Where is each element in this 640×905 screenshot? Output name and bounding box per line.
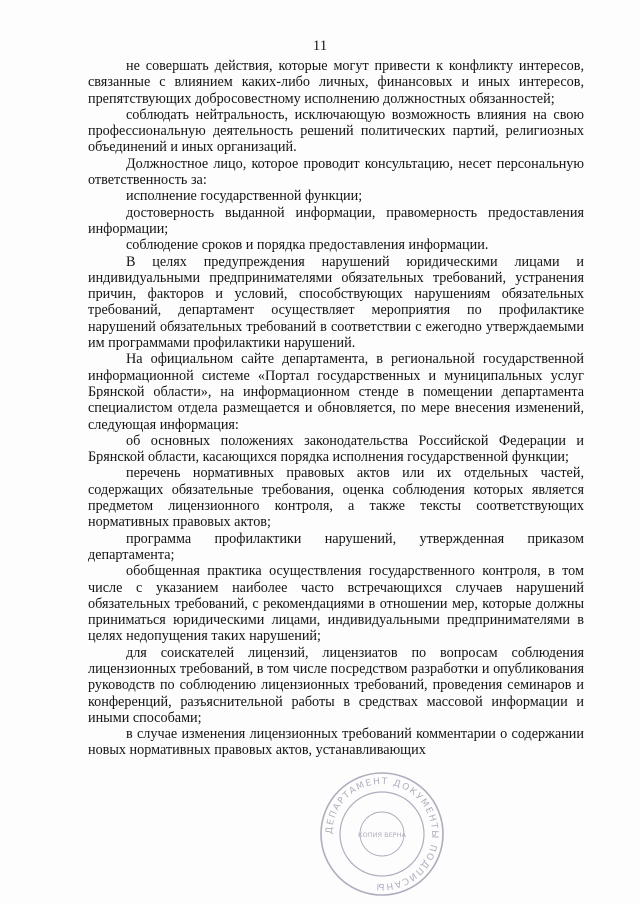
paragraph: исполнение государственной функции; (126, 188, 363, 205)
paragraph: перечень нормативных правовых актов или их отдельных частей, содержащих обязательные требования, оценка соблюдения которых является предметом лицензионного контроля, а также тексты соответствующих нормативных правовых актов; (88, 465, 584, 531)
paragraph: в случае изменения лицензионных требований комментарии о содержании новых нормативных правовых актов, устанавливающих (88, 726, 584, 759)
paragraph: не совершать действия, которые могут привести к конфликту интересов, связанные с влиянием каких-либо личных, финансовых и иных интересов, препятствующих добросовестному исполнению должностных обязанностей; (88, 58, 584, 107)
paragraph: соблюдать нейтральность, исключающую возможность влияния на свою профессиональную деятельность решений политических партий, религиозных объединений и иных организаций. (88, 106, 584, 156)
paragraph: Должностное лицо, которое проводит консультацию, несет персональную ответственность за: (88, 155, 584, 189)
document-body (88, 58, 584, 759)
paragraph: На официальном сайте департамента, в региональной государственной информационной системе «Портал государственных и муниципальных услуг Брянской области», на информационном стенде в помещении департамента специалистом отдела размещается и обновляется, по мере внесения изменений, следующая информация: (88, 351, 584, 433)
paragraph: достоверность выданной информации, правомерность предоставления информации; (88, 204, 584, 237)
seal-outer-text: ДЕПАРТАМЕНТ ДОКУМЕНТЫ ПОДПИСАНЫ (324, 776, 440, 892)
paragraph: В целях предупреждения нарушений юридическими лицами и индивидуальными предпринимателями обязательных требований, устранения причин, факторов и условий, способствующих нарушениям обязательных требований, департамент осуществляет мероприятия по профилактике нарушений обязательных требований в соответствии с ежегодно утверждаемыми им программами профилактики нарушений. (88, 253, 584, 352)
paragraph: программа профилактики нарушений, утвержденная приказом департамента; (88, 530, 584, 563)
circular-seal-icon (318, 770, 446, 898)
paragraph: соблюдение сроков и порядка предоставления информации. (126, 237, 489, 254)
paragraph: обобщенная практика осуществления государственного контроля, в том числе с указанием наиболее часто встречающихся случаев нарушений обязательных требований, с рекомендациями в отношении мер, которые должны приниматься юридическими лицами, индивидуальными предпринимателями в целях недопущения таких нарушений; (88, 563, 584, 645)
page-number: 11 (312, 38, 328, 54)
seal-center-text: КОПИЯ ВЕРНА (358, 831, 406, 839)
paragraph: об основных положениях законодательства Российской Федерации и Брянской области, касающихся порядка исполнения государственной функции; (88, 432, 584, 466)
paragraph: для соискателей лицензий, лицензиатов по вопросам соблюдения лицензионных требований, в том числе посредством разработки и опубликования руководств по соблюдению лицензионных требований, проведения семинаров и конференций, разъяснительной работы в средствах массовой информации и иными способами; (88, 644, 584, 726)
